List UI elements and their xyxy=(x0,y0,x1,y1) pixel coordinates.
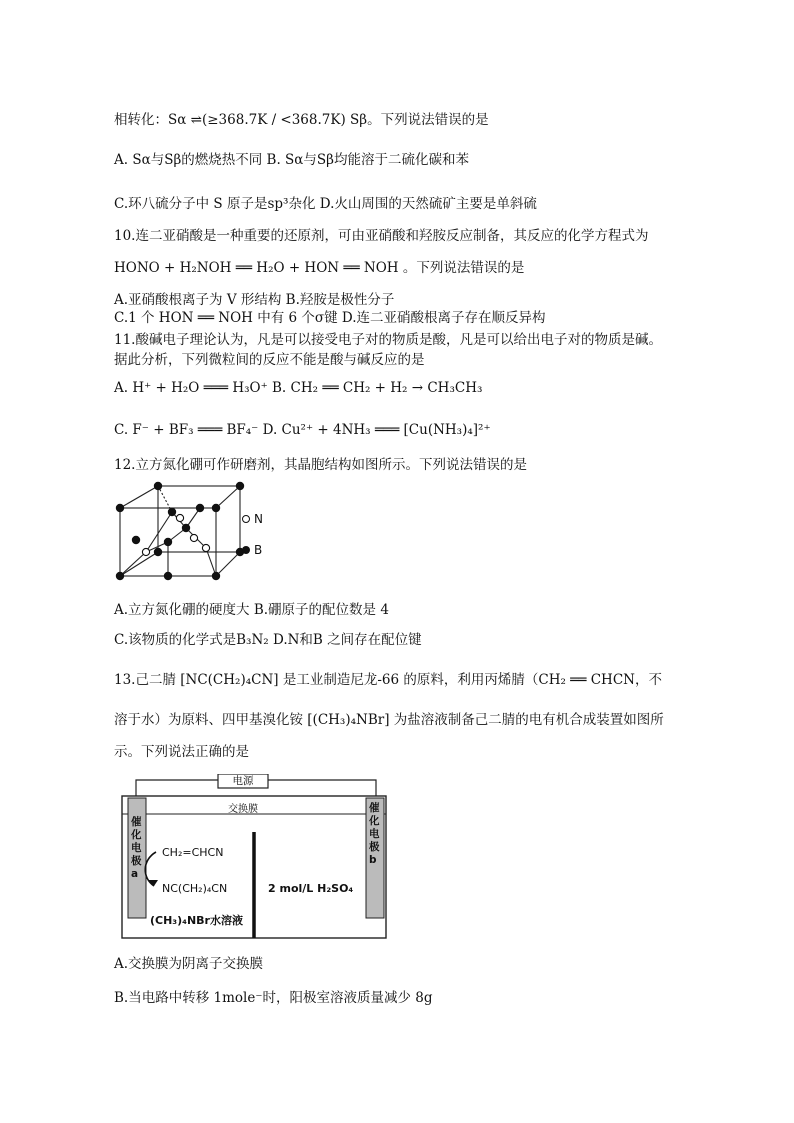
option-12-ab: A.立方氮化硼的硬度大 B.硼原子的配位数是 4 xyxy=(114,602,389,618)
option-11-ab: A. H⁺ + H₂O ═══ H₃O⁺ B. CH₂ ══ CH₂ + H₂ → CH₃CH₃ xyxy=(114,380,483,396)
question-11-cont: 据此分析，下列微粒间的反应不能是酸与碱反应的是 xyxy=(114,352,425,368)
text-line-1: 相转化：Sα ⇌(≥368.7K / <368.7K) Sβ。下列说法错误的是 xyxy=(114,112,489,128)
text-line-3: C.环八硫分子中 S 原子是sp³杂化 D.火山周围的天然硫矿主要是单斜硫 xyxy=(114,196,537,212)
question-11: 11.酸碱电子理论认为，凡是可以接受电子对的物质是酸，凡是可以给出电子对的物质是碱。 xyxy=(114,332,662,348)
question-13-end: 示。下列说法正确的是 xyxy=(114,744,249,760)
option-11-cd: C. F⁻ + BF₃ ═══ BF₄⁻ D. Cu²⁺ + 4NH₃ ═══ [Cu(NH₃)₄]²⁺ xyxy=(114,422,491,438)
membrane-label: 交换膜 xyxy=(228,804,258,815)
electrolysis-figure xyxy=(118,774,390,940)
question-13: 13.己二腈 [NC(CH₂)₄CN] 是工业制造尼龙-66 的原料，利用丙烯腈（CH₂ ══ CHCN，不 xyxy=(114,672,662,688)
left-solution-label: (CH₃)₄NBr水溶液 xyxy=(150,914,243,927)
hollow-circle-icon xyxy=(242,515,250,523)
option-10-ab: A.亚硝酸根离子为 V 形结构 B.羟胺是极性分子 xyxy=(114,292,395,308)
question-12: 12.立方氮化硼可作研磨剂，其晶胞结构如图所示。下列说法错误的是 xyxy=(114,457,527,473)
option-10-cd: C.1 个 HON ══ NOH 中有 6 个σ键 D.连二亚硝酸根离子存在顺反异构 xyxy=(114,310,546,326)
right-solution-label: 2 mol/L H₂SO₄ xyxy=(268,882,354,895)
option-13-a: A.交换膜为阴离子交换膜 xyxy=(114,956,264,972)
electrode-a-label: 催化电极a xyxy=(131,816,142,880)
option-12-cd: C.该物质的化学式是B₃N₂ D.N和B 之间存在配位键 xyxy=(114,632,422,648)
question-10: 10.连二亚硝酸是一种重要的还原剂，可由亚硝酸和羟胺反应制备，其反应的化学方程式为 xyxy=(114,228,649,244)
option-13-b: B.当电路中转移 1mole⁻时，阳极室溶液质量减少 8g xyxy=(114,990,433,1006)
legend-n: N xyxy=(242,512,263,526)
text-line-2: A. Sα与Sβ的燃烧热不同 B. Sα与Sβ均能溶于二硫化碳和苯 xyxy=(114,152,469,168)
crystal-cell-figure xyxy=(110,478,280,582)
equation-10: HONO + H₂NOH ══ H₂O + HON ══ NOH 。下列说法错误的是 xyxy=(114,260,525,276)
filled-circle-icon xyxy=(242,546,250,554)
electrode-b-label: 催化电极b xyxy=(369,802,380,866)
b-atoms xyxy=(116,482,244,580)
product-label: NC(CH₂)₄CN xyxy=(162,882,228,895)
question-13-cont: 溶于水）为原料、四甲基溴化铵 [(CH₃)₄NBr] 为盐溶液制备己二腈的电有机合成装置如图所 xyxy=(114,712,664,728)
reactant-label: CH₂=CHCN xyxy=(162,846,224,859)
power-label: 电源 xyxy=(232,775,254,787)
legend-b: B xyxy=(242,543,262,557)
